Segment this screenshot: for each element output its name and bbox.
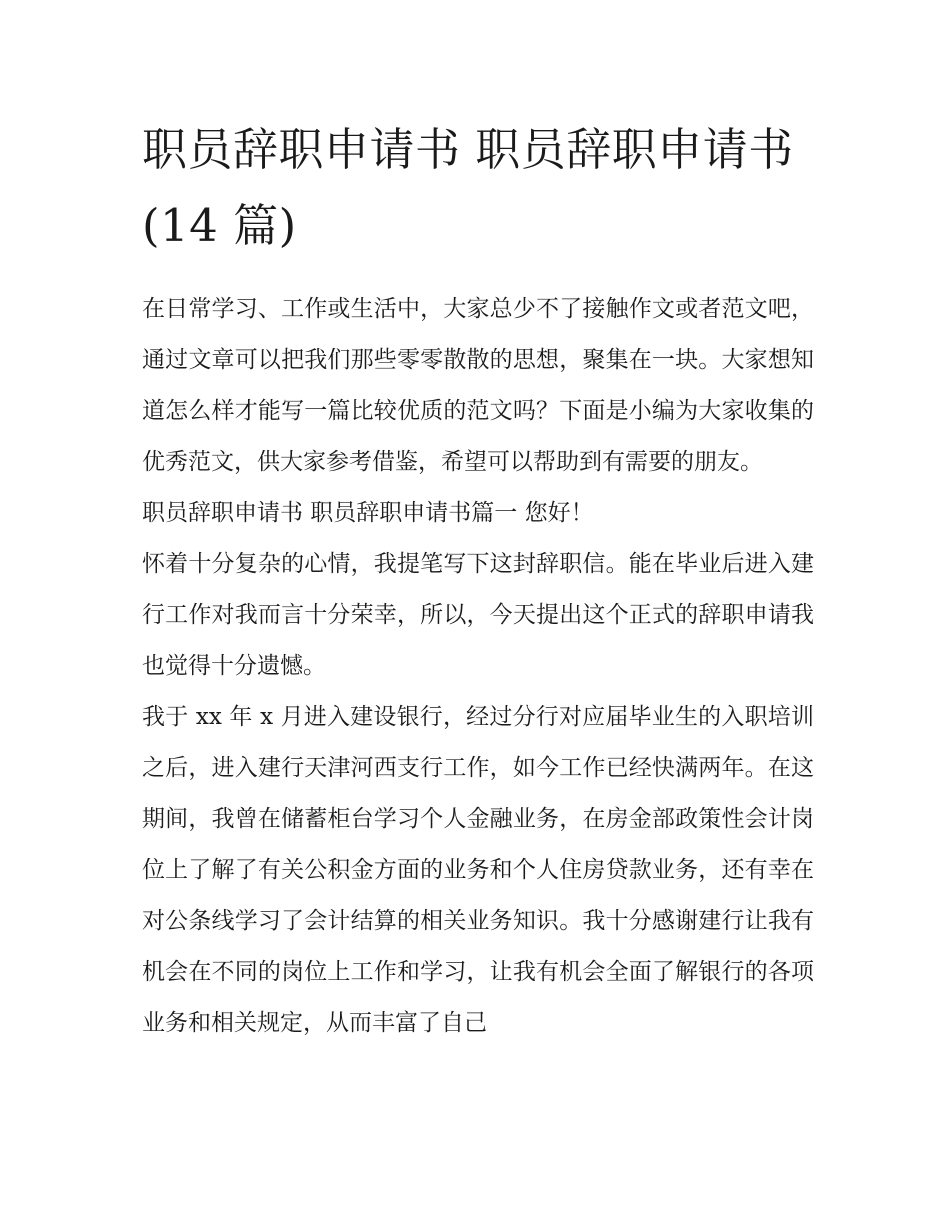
body-paragraph: 怀着十分复杂的心情，我提笔写下这封辞职信。能在毕业后进入建行工作对我而言十分荣幸，所以，今天提出这个正式的辞职申请我也觉得十分遗憾。 [142, 551, 814, 679]
document-page [142, 112, 814, 1049]
document-title: 职员辞职申请书 职员辞职申请书(14 篇) [142, 123, 794, 252]
letter-heading-paragraph: 职员辞职申请书 职员辞职申请书篇一 您好！ [142, 500, 594, 526]
body-paragraph: 我于 xx 年 x 月进入建设银行，经过分行对应届毕业生的入职培训之后，进入建行天津河西支行工作，如今工作已经快满两年。在这期间，我曾在储蓄柜台学习个人金融业务，在房金部政策性会计岗位上了解了有关公积金方面的业务和个人住房贷款业务，还有幸在对公条线学习了会计结算的相关业务知识。我十分感谢建行让我有机会在不同的岗位上工作和学习，让我有机会全面了解银行的各项业务和相关规定，从而丰富了自己 [142, 704, 814, 1036]
intro-paragraph: 在日常学习、工作或生活中，大家总少不了接触作文或者范文吧，通过文章可以把我们那些零零散散的思想，聚集在一块。大家想知道怎么样才能写一篇比较优质的范文吗？下面是小编为大家收集的优秀范文，供大家参考借鉴，希望可以帮助到有需要的朋友。 [142, 296, 814, 475]
